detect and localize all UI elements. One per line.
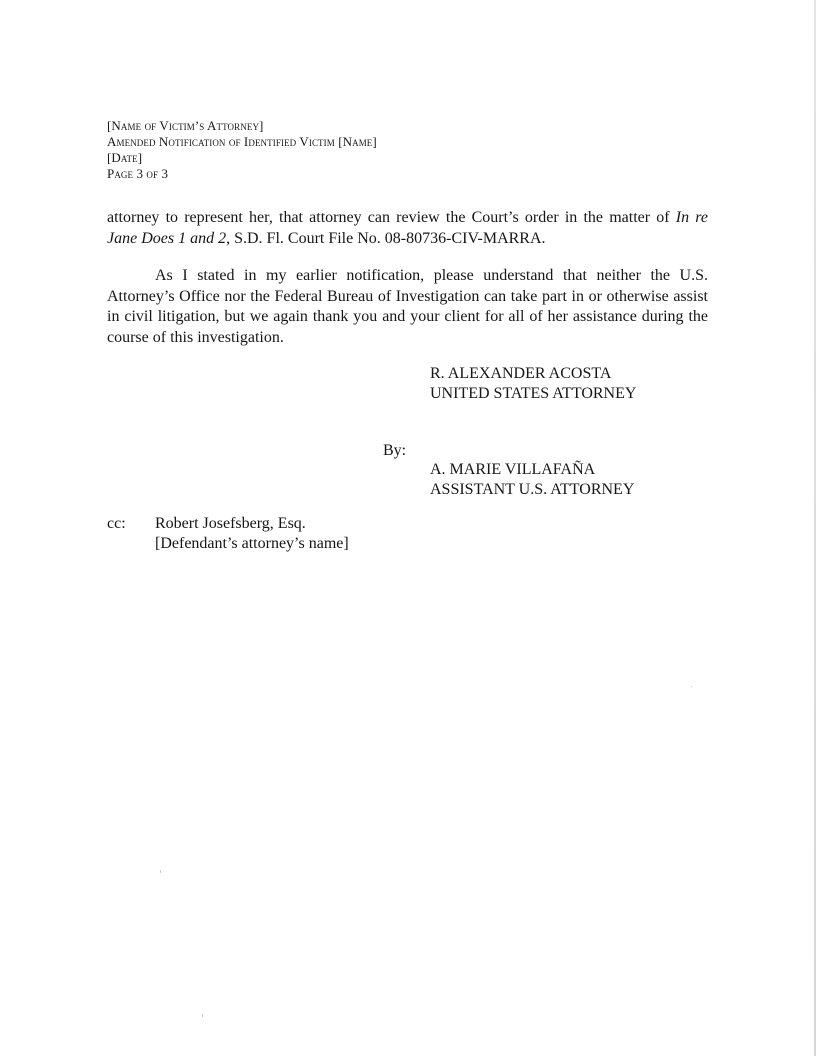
signatory-name: R. ALEXANDER ACOSTA	[430, 365, 612, 382]
paragraph-continuation	[107, 208, 708, 249]
scan-speck	[202, 1014, 203, 1017]
scan-speck	[160, 870, 161, 873]
header-attorney-name: [Name of Victim’s Attorney]	[107, 118, 264, 133]
cc-label: cc:	[107, 515, 126, 532]
paragraph-line	[107, 208, 708, 229]
case-citation: , S.D. Fl. Court File No. 08-80736-CIV-MARRA.	[226, 229, 546, 247]
letter-header	[107, 118, 607, 182]
paragraph-line: Attorney’s Office nor the Federal Bureau of Investigation can take part in or otherwise assist	[107, 287, 708, 305]
paragraph-line: in civil litigation, but we again thank you and your client for all of her assistance during the	[107, 308, 708, 325]
header-page-number: Page 3 of 3	[107, 166, 169, 181]
paragraph-line	[107, 229, 708, 250]
cc-recipient: Robert Josefsberg, Esq.	[155, 515, 306, 532]
header-subject: Amended Notification of Identified Victim [Name]	[107, 134, 377, 149]
paragraph-line: course of this investigation.	[107, 328, 284, 346]
header-date: [Date]	[107, 150, 143, 165]
signatory-title: UNITED STATES ATTORNEY	[430, 385, 637, 402]
case-name-italic: In re	[675, 209, 709, 226]
cc-recipient-list	[155, 514, 349, 554]
signer-title: ASSISTANT U.S. ATTORNEY	[430, 481, 635, 498]
by-label: By:	[383, 442, 407, 459]
scan-speck	[691, 686, 692, 687]
signer-name: A. MARIE VILLAFAÑA	[430, 461, 596, 478]
cc-recipient: [Defendant’s attorney’s name]	[155, 535, 349, 552]
paragraph-closing	[107, 266, 708, 348]
paragraph-line: As I stated in my earlier notification, please understand that neither the U.S.	[155, 267, 708, 284]
body-text: attorney to represent her, that attorney can review the Court’s order in the matter of	[107, 209, 676, 226]
case-name-italic: Jane Does 1 and 2	[107, 229, 227, 247]
